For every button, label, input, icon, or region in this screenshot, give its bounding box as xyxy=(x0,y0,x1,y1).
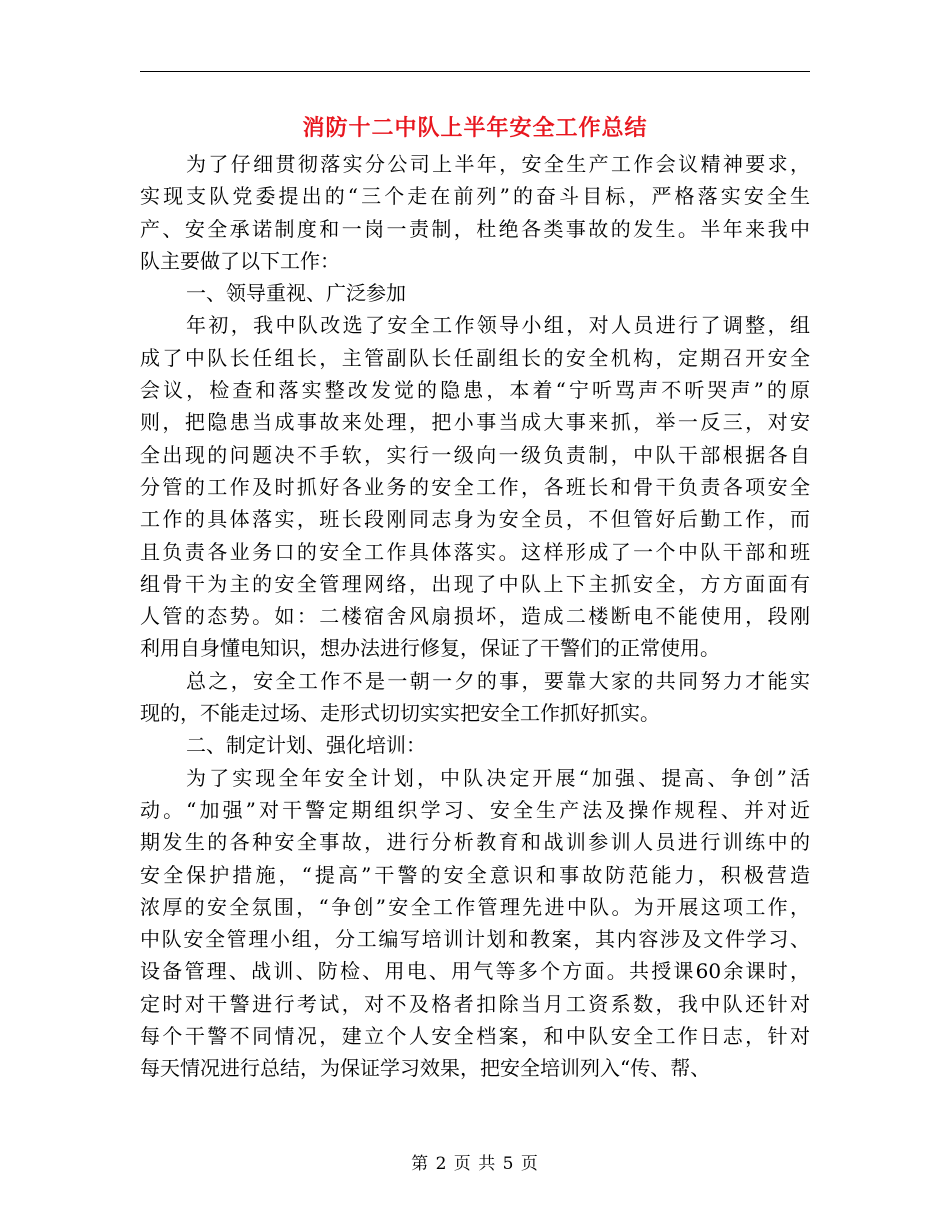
header-rule xyxy=(140,71,810,72)
body-line: 会议，检查和落实整改发觉的隐患，本着“宁听骂声不听哭声”的原 xyxy=(140,378,810,403)
body-line: 每天情况进行总结，为保证学习效果，把安全培训列入“传、帮、 xyxy=(140,1056,711,1081)
body-line: 全出现的问题决不手软，实行一级向一级负责制，中队干部根据各自 xyxy=(140,442,810,467)
body-line: 则，把隐患当成事故来处理，把小事当成大事来抓，举一反三，对安 xyxy=(140,410,810,435)
body-line: 组骨干为主的安全管理网络，出现了中队上下主抓安全，方方面面有 xyxy=(140,571,810,596)
body-line: 一、领导重视、广泛参加 xyxy=(186,281,406,306)
body-line: 设备管理、战训、防检、用电、用气等多个方面。共授课60余课时， xyxy=(140,959,810,984)
body-line: 工作的具体落实，班长段刚同志身为安全员，不但管好后勤工作，而 xyxy=(140,507,810,532)
body-line: 二、制定计划、强化培训： xyxy=(186,733,426,758)
body-line: 人管的态势。如：二楼宿舍风扇损坏，造成二楼断电不能使用，段刚 xyxy=(140,604,810,629)
document-body xyxy=(140,148,810,1085)
body-line: 每个干警不同情况，建立个人安全档案，和中队安全工作日志，针对 xyxy=(140,1024,810,1049)
body-line: 浓厚的安全氛围，“争创”安全工作管理先进中队。为开展这项工作， xyxy=(140,894,810,919)
document-title: 消防十二中队上半年安全工作总结 xyxy=(302,115,648,141)
body-line: 期发生的各种安全事故，进行分析教育和战训参训人员进行训练中的 xyxy=(140,830,810,855)
body-line: 分管的工作及时抓好各业务的安全工作，各班长和骨干负责各项安全 xyxy=(140,474,810,499)
body-line: 年初，我中队改选了安全工作领导小组，对人员进行了调整，组 xyxy=(186,313,810,338)
body-line: 实现支队党委提出的“三个走在前列”的奋斗目标，严格落实安全生 xyxy=(140,184,810,209)
body-line: 成了中队长任组长，主管副队长任副组长的安全机构，定期召开安全 xyxy=(140,345,810,370)
body-line: 安全保护措施，“提高”干警的安全意识和事故防范能力，积极营造 xyxy=(140,862,810,887)
body-line: 中队安全管理小组，分工编写培训计划和教案，其内容涉及文件学习、 xyxy=(140,927,810,952)
body-line: 总之，安全工作不是一朝一夕的事，要靠大家的共同努力才能实 xyxy=(186,668,810,693)
page-footer: 第 2 页 共 5 页 xyxy=(411,1154,539,1174)
body-line: 定时对干警进行考试，对不及格者扣除当月工资系数，我中队还针对 xyxy=(140,991,810,1016)
body-line: 且负责各业务口的安全工作具体落实。这样形成了一个中队干部和班 xyxy=(140,539,810,564)
body-line: 利用自身懂电知识，想办法进行修复，保证了干警们的正常使用。 xyxy=(140,636,720,661)
body-line: 队主要做了以下工作： xyxy=(140,248,340,273)
body-line: 为了实现全年安全计划，中队决定开展“加强、提高、争创”活 xyxy=(186,765,810,790)
body-line: 产、安全承诺制度和一岗一责制，杜绝各类事故的发生。半年来我中 xyxy=(140,216,810,241)
body-line: 为了仔细贯彻落实分公司上半年，安全生产工作会议精神要求， xyxy=(186,152,810,176)
body-line: 现的，不能走过场、走形式切切实实把安全工作抓好抓实。 xyxy=(140,701,660,726)
body-line: 动。“加强”对干警定期组织学习、安全生产法及操作规程、并对近 xyxy=(140,797,810,822)
